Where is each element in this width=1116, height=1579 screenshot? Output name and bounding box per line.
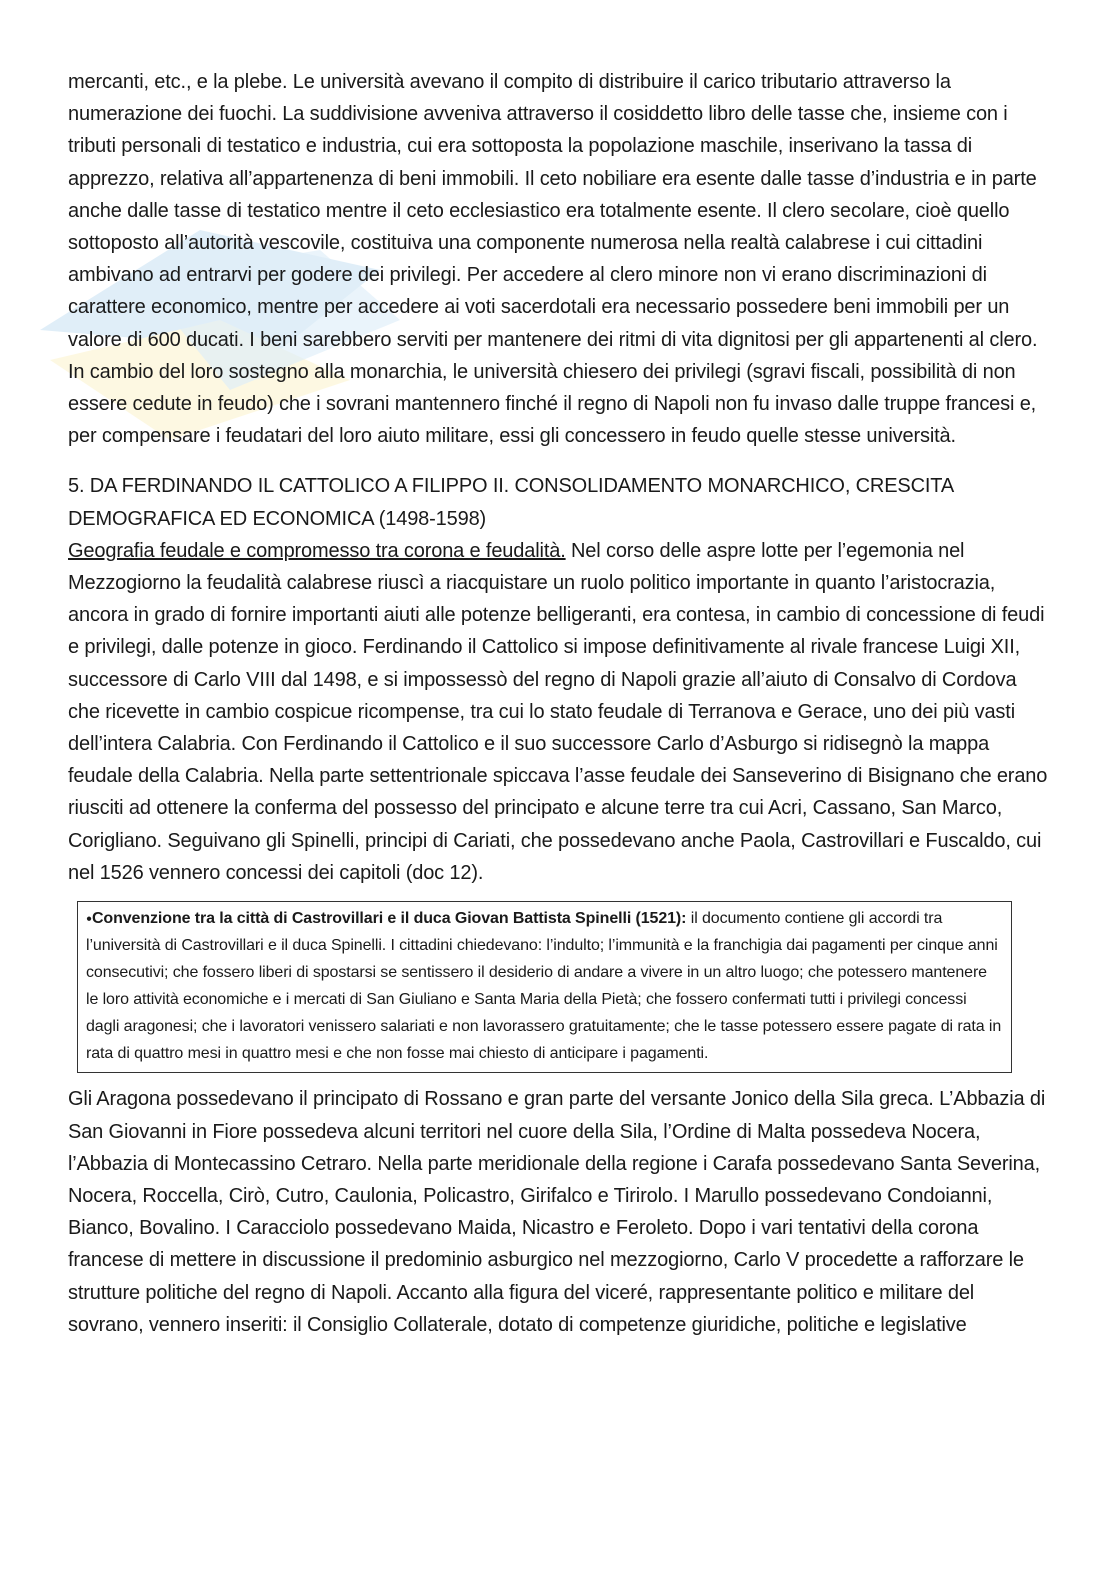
paragraph-feudal-geography-text: Nel corso delle aspre lotte per l’egemonia nel Mezzogiorno la feudalità calabrese riuscì a riacquistare un ruolo politico importante in quanto l’aristocrazia, ancora in grado di fornire importanti aiuti alle potenze belligeranti, era contesa, in cambio di concessione di feudi e privilegi, dalle potenze in gioco. Ferdinando il Cattolico si impose definitivamente al rivale francese Luigi XII, successore di Carlo VIII dal 1498, e si impossessò del regno di Napoli grazie all’aiuto di Consalvo di Cordova che ricevette in cambio cospicue ricompense, tra cui lo stato feudale di Terranova e Gerace, uno dei più vasti dell’intera Calabria. Con Ferdinando il Cattolico e il suo successore Carlo d’Asburgo si ridisegnò la mappa feudale della Calabria. Nella parte settentrionale spiccava l’asse feudale dei Sanseverino di Bisignano che erano riusciti ad ottenere la conferma del possesso del principato e alcune terre tra cui Acri, Cassano, San Marco, Corigliano. Seguivano gli Spinelli, principi di Cariati, che possedevano anche Paola, Castrovillari e Fuscaldo, cui nel 1526 vennero concessi dei capitoli (doc 12). xyxy=(68,539,1048,884)
paragraph-taxation: mercanti, etc., e la plebe. Le università avevano il compito di distribuire il carico tributario attraverso la numerazione dei fuochi. La suddivisione avveniva attraverso il cosiddetto libro delle tasse che, insieme con i tributi personali di testatico e industria, cui era sottoposta la popolazione maschile, inserivano la tassa di apprezzo, relativa all’appartenenza di beni immobili. Il ceto nobiliare era esente dalle tasse d’industria e in parte anche dalle tasse di testatico mentre il ceto ecclesiastico era totalmente esente. Il clero secolare, cioè quello sottoposto all’autorità vescovile, costituiva una componente numerosa nella realtà calabrese i cui cittadini ambivano ad entrarvi per godere dei privilegi. Per accedere al clero minore non vi erano discriminazioni di carattere economico, mentre per accedere ai voti sacerdotali era necessario possedere beni immobili per un valore di 600 ducati. I beni sarebbero serviti per mantenere dei ritmi di vita dignitosi per gli appartenenti al clero. In cambio del loro sostegno alla monarchia, le università chiesero dei privilegi (sgravi fiscali, possibilità di non essere cedute in feudo) che i sovrani mantennero finché il regno di Napoli non fu invaso dalle truppe francesi e, per compensare i feudatari del loro aiuto militare, essi gli concessero in feudo quelle stesse università. xyxy=(68,71,1038,448)
bullet-icon: ● xyxy=(86,913,92,925)
document-page xyxy=(68,66,1048,1341)
document-callout-body: il documento contiene gli accordi tra l’università di Castrovillari e il duca Spinelli. I cittadini chiedevano: l’indulto; l’immunità e la franchigia dai pagamenti per cinque anni consecutivi; che fossero liberi di spostarsi se sentissero il desiderio di andare a vivere in un altro luogo; che potessero mantenere le loro attività economiche e i mercati di San Giuliano e Santa Maria della Pietà; che fossero confermati tutti i privilegi concessi dagli aragonesi; che i lavoratori venissero salariati e non lavorassero gratuitamente; che le tasse potessero essere pagate di rata in rata di quattro mesi in quattro mesi e che non fosse mai chiesto di anticipare i pagamenti. xyxy=(86,910,1002,1063)
subheading: Geografia feudale e compromesso tra corona e feudalità. xyxy=(68,539,566,562)
section-heading: 5. DA FERDINANDO IL CATTOLICO A FILIPPO II. CONSOLIDAMENTO MONARCHICO, CRESCITA DEMOGRAFICA ED ECONOMICA (1498-1598) xyxy=(68,475,953,530)
paragraph-feudal-geography xyxy=(68,535,1048,889)
document-callout-title: Convenzione tra la città di Castrovillari e il duca Giovan Battista Spinelli (1521): xyxy=(91,910,687,928)
paragraph-feudal-families: Gli Aragona possedevano il principato di Rossano e gran parte del versante Jonico della Sila greca. L’Abbazia di San Giovanni in Fiore possedeva alcuni territori nel cuore della Sila, l’Ordine di Malta possedeva Nocera, l’Abbazia di Montecassino Cetraro. Nella parte meridionale della regione i Carafa possedevano Santa Severina, Nocera, Roccella, Cirò, Cutro, Caulonia, Policastro, Girifalco e Tirirolo. I Marullo possedevano Condoianni, Bianco, Bovalino. I Caracciolo possedevano Maida, Nicastro e Feroleto. Dopo i vari tentativi della corona francese di mettere in discussione il predominio asburgico nel mezzogiorno, Carlo V procedette a rafforzare le strutture politiche del regno di Napoli. Accanto alla figura del viceré, rappresentante politico e militare del sovrano, vennero inseriti: il Consiglio Collaterale, dotato di competenze giuridiche, politiche e legislative xyxy=(68,1088,1046,1336)
document-callout-box xyxy=(77,901,1012,1073)
